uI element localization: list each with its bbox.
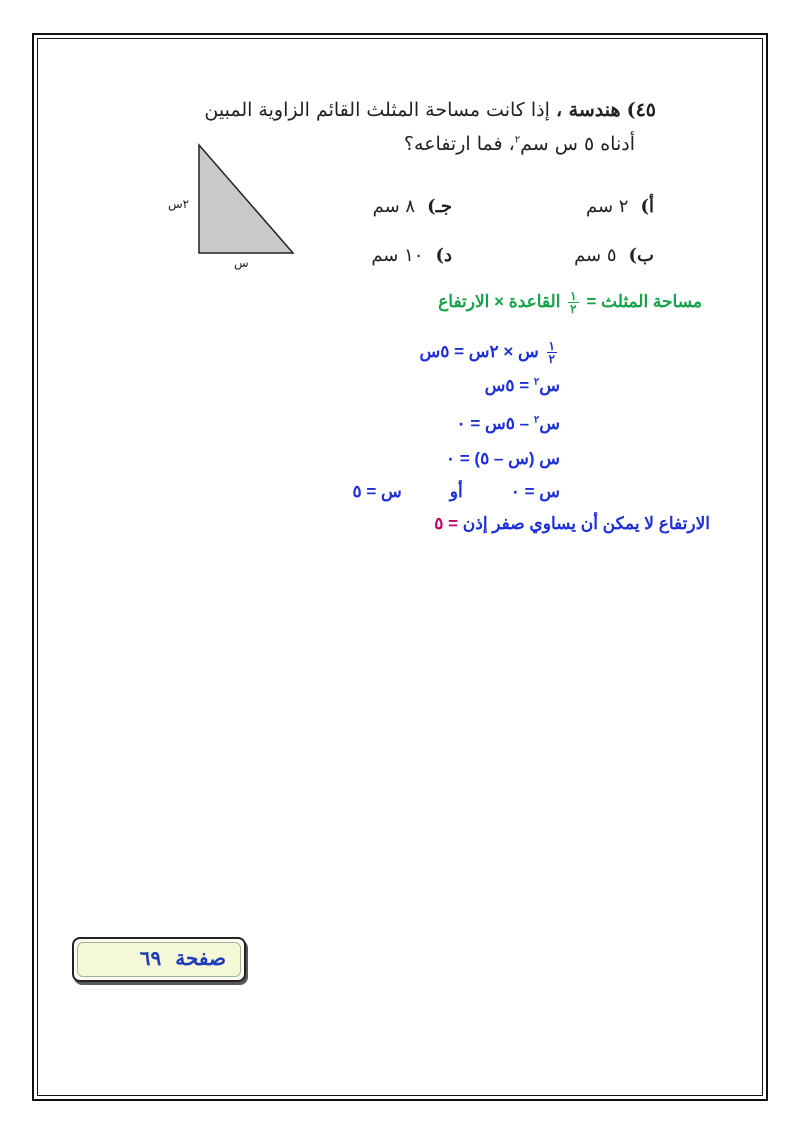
option-c-text: ٨ سم	[372, 196, 416, 217]
formula-left: مساحة المثلث =	[586, 291, 702, 311]
fraction-denominator: ٢	[570, 302, 577, 316]
area-formula	[438, 290, 702, 315]
conclusion-text: الارتفاع لا يمكن أن يساوي صفر إذن	[462, 514, 710, 533]
step1-denominator: ٢	[548, 352, 555, 366]
triangle-base-label: س	[234, 256, 249, 270]
step5-first-root: س = ٠	[510, 482, 560, 501]
step3-exponent: ٢	[533, 414, 540, 426]
option-c	[373, 196, 452, 217]
solution-step-4: س (س – ٥) = ٠	[445, 449, 560, 468]
solution-conclusion	[434, 514, 710, 534]
question-text-1: إذا كانت مساحة المثلث القائم الزاوية المبين	[204, 99, 550, 121]
step5-or: أو	[449, 482, 463, 501]
page-word: صفحة	[175, 946, 226, 970]
triangle-shape	[199, 145, 293, 253]
step2-text: = ٥س	[484, 376, 530, 395]
question-line-1	[204, 99, 656, 121]
option-b	[574, 245, 654, 266]
option-a-letter: أ)	[640, 196, 654, 217]
option-a	[586, 196, 654, 217]
step5-second-root: س = ٥	[352, 482, 402, 501]
option-d-letter: د)	[435, 245, 452, 266]
step1-numerator: ١	[548, 339, 555, 353]
right-triangle-figure	[196, 142, 296, 256]
option-c-letter: جـ)	[427, 196, 452, 217]
option-a-text: ٢ سم	[586, 196, 629, 217]
question-line-2	[404, 133, 635, 155]
step3-var: س	[539, 414, 560, 433]
formula-right: القاعدة × الارتفاع	[438, 291, 561, 311]
triangle-height-label: ٢س	[168, 197, 190, 211]
solution-step-1	[419, 340, 560, 365]
option-b-letter: ب)	[628, 245, 654, 266]
step2-exponent: ٢	[533, 376, 540, 388]
half-fraction	[568, 290, 578, 315]
page-number-text	[140, 946, 226, 970]
final-answer: = ٥	[434, 514, 459, 533]
question-number: ٤٥)	[626, 99, 656, 121]
solution-step-5	[353, 482, 561, 502]
page-number: ٦٩	[139, 946, 162, 970]
question-text-3: ، فما ارتفاعه؟	[403, 133, 515, 155]
step1-fraction	[547, 340, 557, 365]
question-label: هندسة ،	[555, 99, 621, 121]
option-d	[371, 245, 452, 266]
option-d-text: ١٠ سم	[371, 245, 424, 266]
step2-var: س	[539, 376, 560, 395]
solution-step-2	[485, 376, 560, 396]
step1-text: س × ٢س = ٥س	[419, 341, 539, 361]
step3-text: – ٥س = ٠	[456, 414, 530, 433]
solution-step-3	[457, 414, 560, 434]
question-exponent: ٢	[514, 134, 521, 146]
question-text-2: أدناه ٥ س سم	[520, 133, 635, 155]
page-number-badge	[72, 937, 246, 982]
option-b-text: ٥ سم	[574, 245, 617, 266]
fraction-numerator: ١	[570, 289, 577, 303]
